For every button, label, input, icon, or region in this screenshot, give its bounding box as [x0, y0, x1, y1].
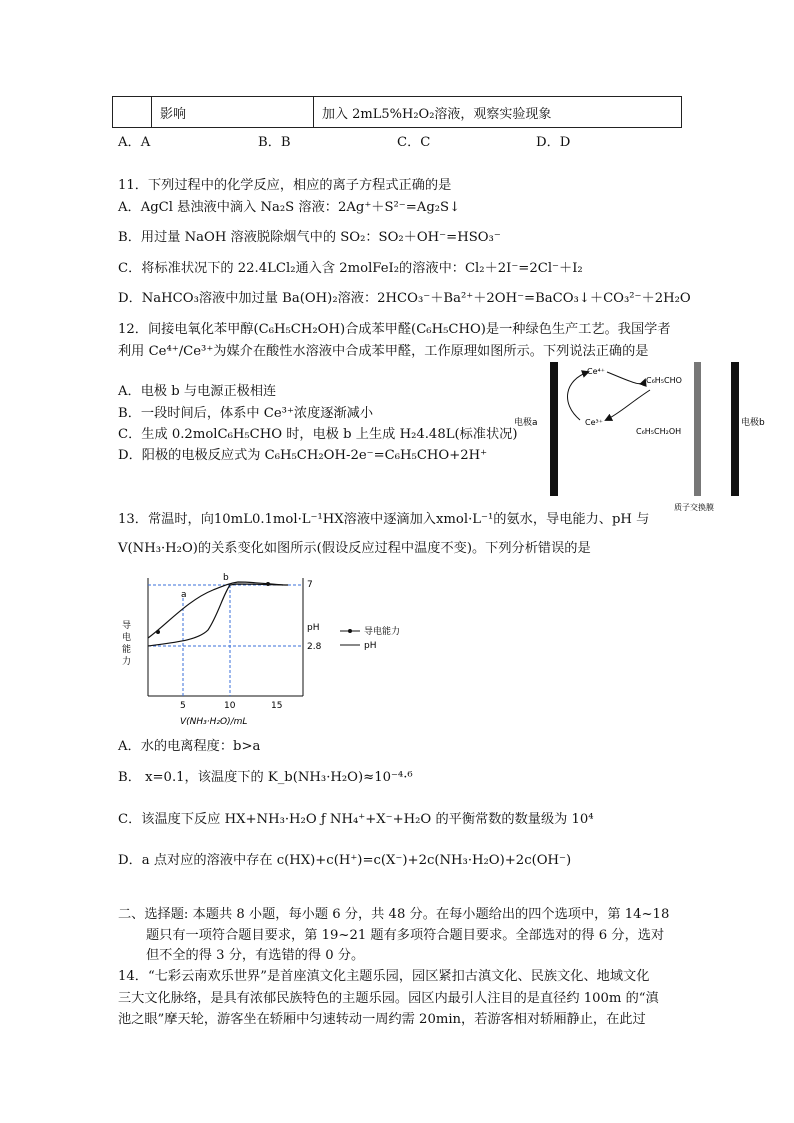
y-left-label-2: 电: [122, 633, 132, 643]
ce3-to-ce4-arrow: [568, 372, 588, 420]
conductivity-marker: [156, 630, 160, 634]
x-tick-5: 5: [180, 701, 186, 711]
q12-stem-line1: 12．间接电氧化苯甲醇(C₆H₅CH₂OH)合成苯甲醛(C₆H₅CHO)是一种绿色生产工艺。我国学者: [118, 322, 671, 337]
q12-option-a: A．电极 b 与电源正极相连: [118, 384, 277, 399]
q12-option-c: C．生成 0.2molC₆H₅CHO 时，电极 b 上生成 H₂4.48L(标准状况): [118, 427, 518, 442]
q13-stem-line2: V(NH₃·H₂O)的关系变化如图所示(假设反应过程中温度不变)。下列分析错误的是: [118, 541, 591, 556]
top-table: [112, 96, 682, 128]
y-right-tick-28: 2.8: [307, 642, 322, 652]
q13-stem-line1: 13．常温时，向10mL0.1mol·L⁻¹HX溶液中逐滴加入xmol·L⁻¹的氨水，导电能力、pH 与: [118, 512, 650, 527]
reactant-label: C₆H₅CH₂OH: [636, 427, 682, 436]
y-right-tick-7: 7: [307, 580, 313, 590]
q12-option-d: D．阳极的电极反应式为 C₆H₅CH₂OH-2e⁻=C₆H₅CHO+2H⁺: [118, 448, 488, 463]
point-a-label: a: [181, 590, 187, 600]
electrode-a-label: 电极a: [514, 418, 538, 428]
table-row: [113, 97, 682, 128]
table-cell: 影响: [152, 97, 314, 128]
section2-line3: 但不全的得 3 分，有选错的得 0 分。: [146, 948, 365, 963]
ce4-to-ce3-arrow: [606, 390, 650, 420]
q11-option-a: A．AgCl 悬浊液中滴入 Na₂S 溶液：2Ag⁺＋S²⁻=Ag₂S↓: [118, 200, 461, 215]
section2-line2: 题只有一项符合题目要求，第 19~21 题有多项符合题目要求。全部选对的得 6 分，选对: [146, 928, 665, 943]
q13-chart: [118, 570, 438, 730]
membrane-label: 质子交换膜: [674, 503, 714, 512]
point-b-label: b: [223, 573, 229, 583]
table-cell-empty: [113, 97, 152, 128]
q14-line3: 池之眼”摩天轮，游客坐在轿厢中匀速转动一周约需 20min，若游客相对轿厢静止，在此过: [118, 1012, 646, 1027]
y-left-label-1: 导: [122, 621, 132, 631]
q11-stem: 11．下列过程中的化学反应，相应的离子方程式正确的是: [118, 178, 452, 193]
q10-option-a: A．A: [118, 135, 151, 150]
ce3-label: Ce³⁺: [585, 418, 603, 427]
q11-option-c: C．将标准状况下的 22.4LCl₂通入含 2molFeI₂的溶液中：Cl₂＋2I⁻=2Cl⁻＋I₂: [118, 261, 583, 276]
ph-curve: [148, 584, 288, 646]
y-left-label-4: 力: [122, 657, 132, 667]
x-tick-10: 10: [224, 701, 236, 711]
q13-option-a: A．水的电离程度：b>a: [118, 739, 261, 754]
x-axis-label: V(NH₃·H₂O)/mL: [180, 717, 248, 727]
aldehyde-arrow: [607, 372, 645, 384]
q10-option-c: C．C: [397, 135, 431, 150]
q10-option-b: B．B: [258, 135, 291, 150]
x-tick-15: 15: [271, 701, 283, 711]
legend-label-ph: pH: [364, 641, 377, 651]
product-label: C₆H₅CHO: [646, 376, 682, 385]
q12-stem-line2: 利用 Ce⁴⁺/Ce³⁺为媒介在酸性水溶液中合成苯甲醛，工作原理如图所示。下列说法正确的是: [118, 344, 649, 359]
electrode-b-label: 电极b: [741, 418, 765, 428]
q12-option-b: B．一段时间后，体系中 Ce³⁺浓度逐渐减小: [118, 406, 374, 421]
q14-line2: 三大文化脉络，是具有浓郁民族特色的主题乐园。园区内最引人注目的是直径约 100m 的“滇: [118, 991, 659, 1006]
conductivity-curve: [148, 582, 283, 638]
q13-option-c: C．该温度下反应 HX+NH₃·H₂O ƒ NH₄⁺+X⁻+H₂O 的平衡常数的数量级为 10⁴: [118, 812, 594, 827]
q14-line1: 14．“七彩云南欢乐世界”是首座滇文化主题乐园，园区紧扣古滇文化、民族文化、地域文化: [118, 969, 650, 984]
y-right-label: pH: [307, 623, 320, 633]
legend-marker-conductivity: [348, 629, 352, 633]
y-left-label-3: 能: [122, 645, 132, 655]
legend-label-conductivity: 导电能力: [364, 627, 401, 637]
q11-option-b: B．用过量 NaOH 溶液脱除烟气中的 SO₂：SO₂＋OH⁻=HSO₃⁻: [118, 230, 501, 245]
q11-option-d: D．NaHCO₃溶液中加过量 Ba(OH)₂溶液：2HCO₃⁻＋Ba²⁺＋2OH⁻=BaCO₃↓＋CO₃²⁻＋2H₂O: [118, 291, 691, 306]
proton-exchange-membrane: [694, 362, 701, 496]
electrode-a-plate: [550, 362, 558, 496]
q10-option-d: D．D: [536, 135, 571, 150]
electrolysis-diagram: [510, 358, 782, 518]
table-cell: 加入 2mL5%H₂O₂溶液，观察实验现象: [314, 97, 682, 128]
electrode-b-plate: [731, 362, 739, 496]
ce4-label: Ce⁴⁺: [587, 367, 605, 376]
section2-line1: 二、选择题: 本题共 8 小题，每小题 6 分，共 48 分。在每小题给出的四个选项中，第 14~18: [118, 907, 670, 922]
q13-option-b: B． x=0.1，该温度下的 K_b(NH₃·H₂O)≈10⁻⁴·⁶: [118, 770, 413, 785]
q13-option-d: D．a 点对应的溶液中存在 c(HX)+c(H⁺)=c(X⁻)+2c(NH₃·H₂O)+2c(OH⁻): [118, 853, 572, 868]
